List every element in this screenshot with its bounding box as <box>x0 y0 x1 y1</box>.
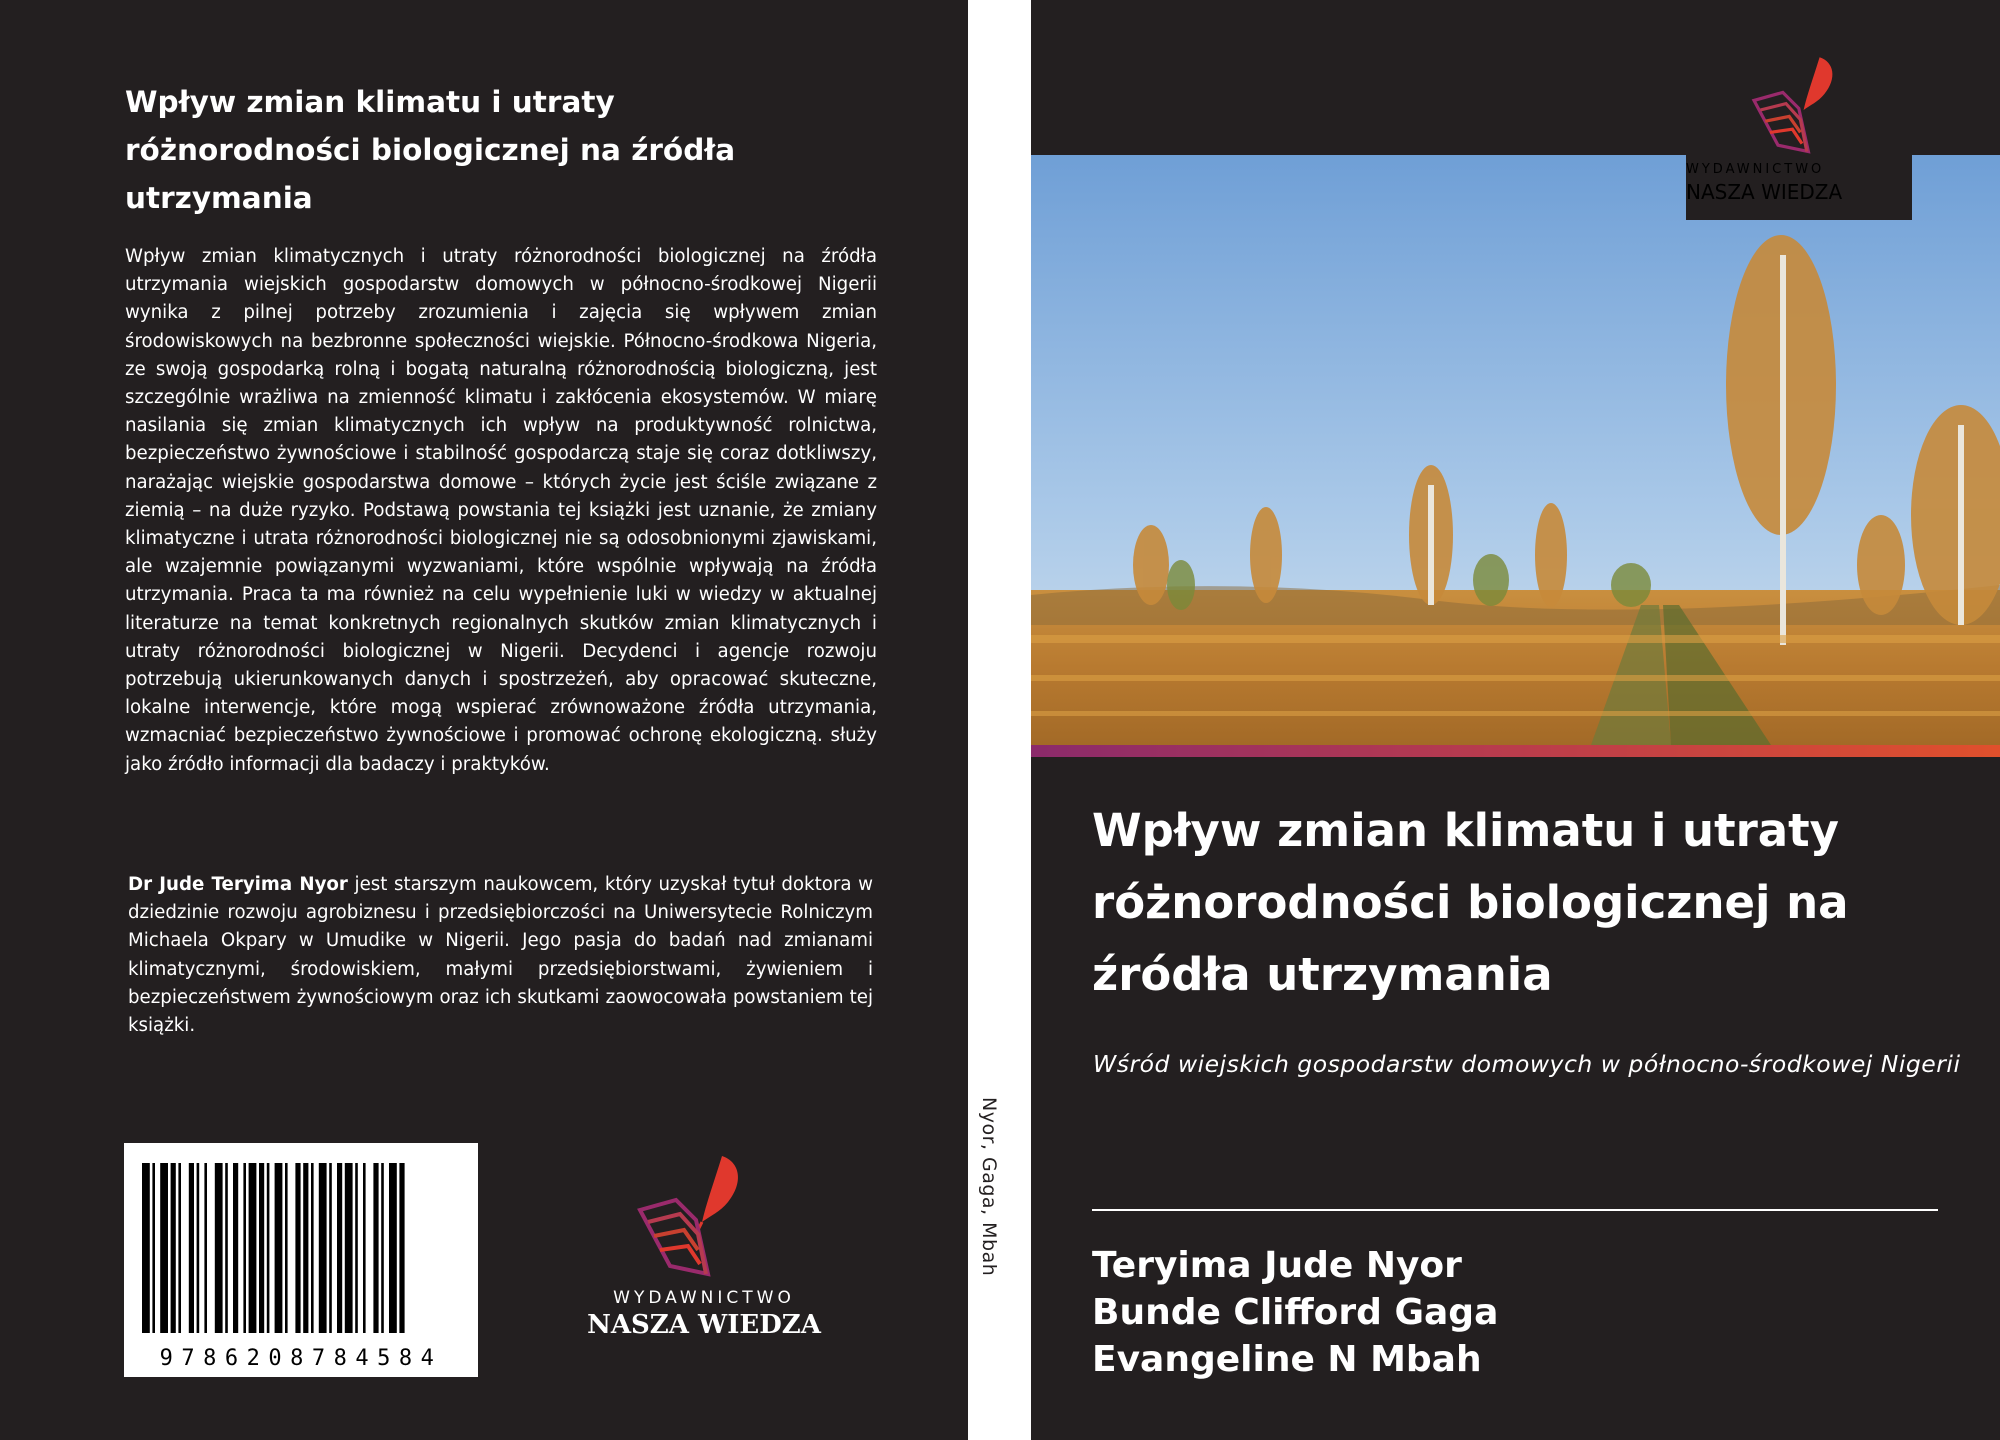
front-publisher-line1: WYDAWNICTWO <box>1686 162 1825 177</box>
barcode-bar <box>225 1163 228 1333</box>
front-cover-subtitle: Wśród wiejskich gospodarstw domowych w północno-środkowej Nigerii <box>1093 1050 1961 1078</box>
author-name: Dr Jude Teryima Nyor <box>128 874 348 895</box>
author-bio: jest starszym naukowcem, który uzyskał tytuł doktora w dziedzinie rozwoju agrobiznesu i przedsiębiorczości na Uniwersytecie Rolniczym Michaela Okpary w Umudike w Nigerii. Jego pasja do badań nad zmianami klimatycznymi, środowiskiem, małymi przedsiębiorstwami, żywieniem i bezpieczeństwem żywnościowym oraz ich skutkami zaowocowała powstaniem tej książki. <box>128 874 873 1037</box>
barcode-bar <box>373 1163 378 1333</box>
barcode-bar <box>243 1163 246 1333</box>
barcode-bar <box>311 1163 314 1333</box>
barcode-bar <box>249 1163 257 1333</box>
accent-stripe <box>1031 745 2000 757</box>
barcode-bar <box>171 1163 176 1333</box>
front-cover-title: Wpływ zmian klimatu i utraty różnorodności biologicznej na źródła utrzymania <box>1092 804 1849 1001</box>
back-publisher-logo <box>584 1152 824 1340</box>
barcode-bar <box>381 1163 384 1333</box>
front-publisher-line2: NASZA WIEDZA <box>1686 180 1843 204</box>
barcode-bars <box>142 1163 460 1333</box>
barcode-bar <box>197 1163 200 1333</box>
barcode-bar <box>204 1163 207 1333</box>
barcode-bar <box>319 1163 327 1333</box>
author-2: Bunde Clifford Gaga <box>1092 1292 1499 1333</box>
meadow-birch-landscape-image <box>1031 155 2000 745</box>
author-3: Evangeline N Mbah <box>1092 1339 1482 1380</box>
barcode-bar <box>389 1163 397 1333</box>
barcode-bar <box>189 1163 194 1333</box>
barcode-bar <box>363 1163 366 1333</box>
divider <box>1092 1209 1938 1211</box>
barcode-bar <box>259 1163 264 1333</box>
back-cover-title: Wpływ zmian klimatu i utraty różnorodności biologicznej na źródła utrzymania <box>125 85 736 215</box>
barcode-bar <box>337 1163 342 1333</box>
book-quill-icon <box>1686 50 1912 154</box>
spine-authors: Nyor, Gaga, Mbah <box>978 1097 1000 1277</box>
barcode-bar <box>152 1163 155 1333</box>
barcode-bar <box>233 1163 238 1333</box>
front-publisher-logo <box>1686 44 1912 220</box>
back-publisher-line1: WYDAWNICTWO <box>613 1288 795 1308</box>
barcode-bar <box>275 1163 283 1333</box>
back-publisher-line2: NASZA WIEDZA <box>587 1310 821 1340</box>
barcode-bar <box>329 1163 332 1333</box>
barcode-bar <box>160 1163 168 1333</box>
book-quill-icon <box>584 1152 824 1282</box>
about-author <box>128 871 873 1040</box>
back-cover-blurb: Wpływ zmian klimatycznych i utraty różnorodności biologicznej na źródła utrzymania wiejskich gospodarstw domowych w północno-środkowej Nigerii wynika z pilnej potrzeby zrozumienia i zajęcia się wpływem zmian środowiskowych na bezbronne społeczności wiejskie. Północno-środkowa Nigeria, ze swoją gospodarką rolną i bogatą naturalną różnorodnością biologiczną, jest szczególnie wrażliwa na zmienność klimatu i zakłócenia ekosystemów. W miarę nasilania się zmian klimatycznych ich wpływ na produktywność rolnictwa, bezpieczeństwo żywnościowe i stabilność gospodarczą staje się coraz dotkliwszy, narażając wiejskie gospodarstwa domowe – których życie jest ściśle związane z ziemią – na duże ryzyko. Podstawą powstania tej książki jest uznanie, że zmiany klimatyczne i utrata różnorodności biologicznej nie są odosobnionymi zjawiskami, ale wzajemnie powiązanymi wyzwaniami, które wspólnie wpływają na źródła utrzymania. Praca ta ma również na celu wypełnienie luki w wiedzy w aktualnej literaturze na temat konkretnych regionalnych skutków zmian klimatycznych i utraty różnorodności biologicznej w Nigerii. Decydenci i agencje rozwoju potrzebują ukierunkowanych danych i spostrzeżeń, aby opracować skuteczne, lokalne interwencje, które mogą wspierać zrównoważone źródła utrzymania, wzmacniać bezpieczeństwo żywnościowe i promować ochronę ekologiczną. służy jako źródło informacji dla badaczy i praktyków. <box>125 246 877 775</box>
cover-photo <box>1031 155 2000 745</box>
barcode-bar <box>295 1163 300 1333</box>
barcode-bar <box>142 1163 150 1333</box>
barcode-bar <box>345 1163 353 1333</box>
barcode-bar <box>215 1163 223 1333</box>
barcode-bar <box>267 1163 270 1333</box>
barcode-bar <box>399 1163 404 1333</box>
barcode-bar <box>303 1163 308 1333</box>
isbn-number: 9786208784584 <box>159 1346 443 1371</box>
barcode <box>124 1143 478 1377</box>
author-list <box>1092 1242 1498 1383</box>
barcode-bar <box>178 1163 181 1333</box>
author-1: Teryima Jude Nyor <box>1092 1245 1462 1286</box>
barcode-bar <box>285 1163 288 1333</box>
barcode-bar <box>355 1163 358 1333</box>
